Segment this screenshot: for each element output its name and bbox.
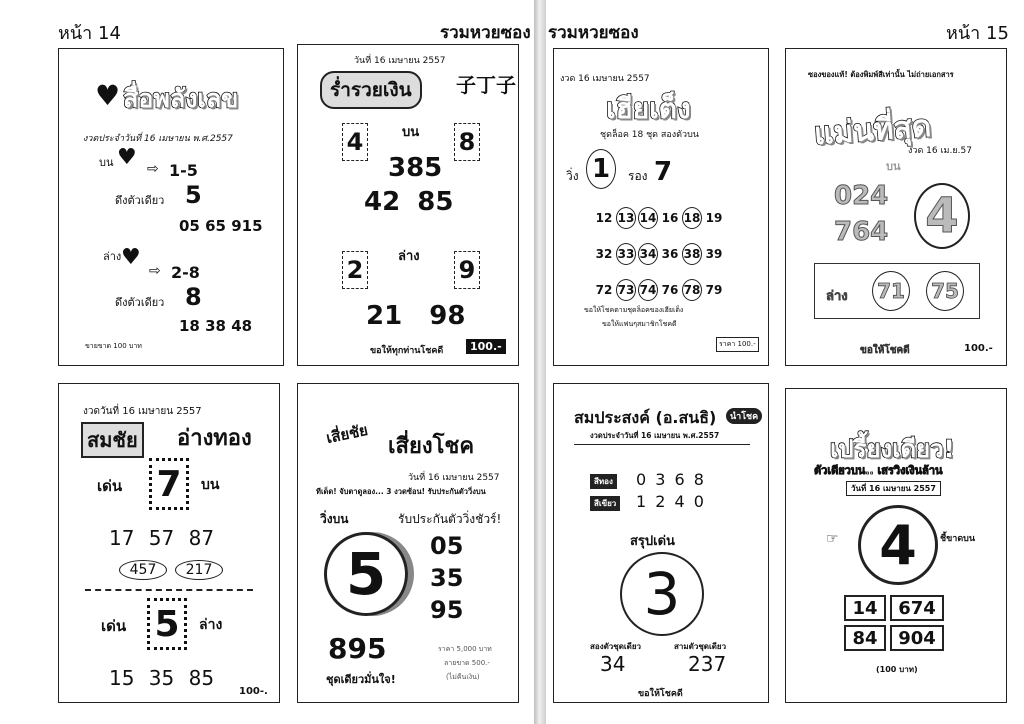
card-title: เปรี้ยงเดียว!: [830, 435, 955, 463]
bottom-number-2: 75: [926, 271, 964, 311]
numbers-row-3: 21 98: [366, 301, 466, 331]
top-label: บน: [99, 156, 114, 169]
grid-number: 16: [661, 211, 679, 225]
number-14: 14: [844, 595, 886, 621]
big-run-digit: 5: [324, 532, 408, 616]
title-siang-chok: เสี่ยงโชค: [388, 434, 475, 459]
three-digit-1: 457: [119, 560, 167, 580]
pointing-hand-icon: ☞: [826, 531, 839, 547]
bottom-label: ล่าง: [398, 249, 420, 264]
gold-label: สีทอง: [590, 474, 617, 489]
draw-date: วันที่ 16 เมษายน 2557: [846, 481, 941, 496]
confident-text: ชุดเดียวมั่นใจ!: [326, 673, 396, 686]
number-05: 05: [430, 532, 464, 560]
draw-date: งวดวันที่ 16 เมษายน 2557: [83, 406, 202, 417]
top-left-digit: 4: [342, 123, 368, 161]
cupid-icon: ♥: [95, 79, 121, 112]
three-digit-number: 237: [688, 652, 727, 676]
grid-number: 76: [661, 283, 679, 297]
hot-label: เด่น: [101, 617, 127, 635]
circled-number: 38: [682, 243, 702, 265]
number-674: 674: [890, 595, 944, 621]
divider: [574, 444, 750, 445]
title-somchai: สมชัย: [81, 422, 144, 458]
big-top-digit: 4: [858, 505, 938, 585]
bottom-label: ล่าง: [103, 250, 122, 263]
three-digit-label: สามตัวชุดเดียว: [674, 642, 727, 651]
title-sia-chai: เสี่ยชัย: [324, 420, 370, 448]
price: 100.-: [964, 343, 993, 354]
circled-number: 74: [638, 279, 658, 301]
circled-number: 18: [682, 207, 702, 229]
circled-number: 73: [616, 279, 636, 301]
numbers-row-2: 42 85: [364, 187, 454, 217]
number-95: 95: [430, 596, 464, 624]
second-number: 7: [654, 157, 673, 187]
draw-date: งวดประจำวันที่ 16 เมษายน พ.ศ.2557: [83, 134, 233, 144]
card-somchai-angthong: [58, 383, 280, 703]
cupid-icon: ♥: [117, 145, 137, 170]
cupid-icon: ♥: [121, 245, 141, 270]
draw-date: งวด 16 เม.ย.57: [908, 146, 972, 156]
note-2: ขอให้แฟนๆสมาชิกโชคดี: [602, 320, 677, 328]
top-right-digit: 8: [454, 123, 480, 161]
top-note: ซองของแท้! ต้องพิมพ์สีเท่านั้น ไม่ถ่ายเอกสาร: [808, 70, 954, 79]
second-label: รอง: [628, 169, 648, 183]
big-digit: 4: [914, 183, 970, 249]
top-label: บน: [886, 160, 901, 173]
left-page-number: หน้า 14: [58, 23, 121, 44]
card-title: แม่นที่สุด: [812, 108, 933, 153]
top-numbers: 05 65 915: [179, 217, 263, 235]
draw-date: วันที่ 16 เมษายน 2557: [408, 473, 500, 483]
bottom-number-1: 71: [872, 271, 910, 311]
card-sia-chai-siang-chok: [297, 383, 519, 703]
price-badge: 100.-: [466, 339, 506, 354]
grid-number: 32: [595, 247, 613, 261]
bottom-label: ล่าง: [826, 289, 848, 304]
card-subtitle: ชุดล็อค 18 ชุด สองตัวบน: [600, 130, 699, 140]
grid-number: 39: [705, 247, 723, 261]
number-35: 35: [430, 564, 464, 592]
card-somprasong: [553, 383, 769, 703]
bottom-big-digit: 5: [147, 598, 187, 650]
price-2: ลายขาด 500.-: [444, 659, 490, 667]
number-024: 024: [834, 181, 889, 211]
card-title: ร่ำรวยเงิน: [320, 71, 422, 109]
decisive-label: ชี้ขาดบน: [940, 534, 976, 544]
lucky-badge: นำโชค: [726, 408, 762, 424]
card-title: สื่อพลังเลข: [123, 84, 239, 113]
green-label: สีเขียว: [590, 496, 620, 511]
number-764: 764: [834, 217, 889, 247]
circled-number: 33: [616, 243, 636, 265]
bottom-left-digit: 2: [342, 251, 368, 289]
circled-number: 34: [638, 243, 658, 265]
big-summary-digit: 3: [620, 552, 704, 636]
price: ราคา 100.-: [716, 337, 759, 352]
draw-date: งวด 16 เมษายน 2557: [560, 74, 650, 84]
draw-date: วันที่ 16 เมษายน 2557: [354, 56, 446, 66]
summary-label: สรุปเด่น: [630, 534, 675, 549]
top-numbers: 17 57 87: [109, 526, 215, 550]
single-label: ดึงตัวเดียว: [115, 296, 165, 309]
price: 100-.: [239, 686, 268, 697]
draw-date: งวดประจำวันที่ 16 เมษายน พ.ศ.2557: [590, 431, 720, 440]
card-priang-diao: [785, 388, 1007, 703]
title-angthong: อ่างทอง: [177, 426, 252, 451]
top-pair: 1-5: [169, 161, 198, 180]
circled-number: 13: [616, 207, 636, 229]
grid-number: 12: [595, 211, 613, 225]
card-title: เฮียเต็ง: [606, 92, 691, 125]
tagline: ทีเด็ด! จับตาดูลอง... 3 งวดซ้อน! รับประกันตัววิ่งบน: [316, 487, 486, 496]
bottom-label: ล่าง: [199, 617, 223, 633]
circled-number: 78: [682, 279, 702, 301]
top-single: 5: [185, 181, 202, 209]
top-label: บน: [201, 477, 220, 493]
top-label: บน: [402, 125, 420, 140]
right-page-number: หน้า 15: [946, 23, 1009, 44]
gold-numbers: 0 3 6 8: [636, 470, 706, 489]
run-label: วิ่งบน: [320, 512, 349, 526]
grid-number: 79: [705, 283, 723, 297]
three-digit-2: 217: [175, 560, 223, 580]
bottom-numbers: 18 38 48: [179, 317, 253, 335]
green-numbers: 1 2 4 0: [636, 492, 706, 511]
bottom-pair: 2-8: [171, 263, 200, 282]
number-385: 385: [388, 153, 443, 183]
chinese-charm-icon: 子丁子: [456, 73, 516, 97]
right-section-title: รวมหวยซอง: [548, 23, 639, 43]
note-1: ขอให้โชคตามชุดล็อคของเฮียเต็ง: [584, 306, 684, 314]
run-label: วิ่ง: [566, 169, 579, 183]
wish-text: ขอให้ทุกท่านโชคดี: [370, 346, 444, 356]
hot-label: เด่น: [97, 477, 123, 495]
top-big-digit: 7: [149, 458, 189, 510]
grid-number: 19: [705, 211, 723, 225]
card-maen-thi-sut: [785, 48, 1007, 366]
card-hia-teng: [553, 48, 769, 366]
left-section-title: รวมหวยซอง: [440, 23, 531, 43]
divider: [85, 589, 253, 591]
arrow-icon: ⇨: [147, 161, 159, 177]
bottom-single: 8: [185, 283, 202, 311]
page-spine: [534, 0, 546, 724]
card-ruai-ngern: [297, 44, 519, 366]
price: (100 บาท): [876, 665, 918, 674]
grid-number: 72: [595, 283, 613, 297]
two-digit-number: 34: [600, 652, 626, 676]
run-number: 1: [586, 149, 616, 189]
wish-text: ขอให้โชคดี: [860, 345, 910, 356]
arrow-icon: ⇨: [149, 263, 161, 279]
price: ขายขาด 100 บาท: [85, 342, 142, 350]
grid-number: 36: [661, 247, 679, 261]
number-84: 84: [844, 625, 886, 651]
price-3: (ไม่คืนเงิน): [446, 673, 480, 681]
price-1: ราคา 5,000 บาท: [438, 645, 492, 653]
bottom-numbers: 15 35 85: [109, 666, 215, 690]
number-904: 904: [890, 625, 944, 651]
guarantee-text: รับประกันตัววิ่งชัวร์!: [398, 512, 502, 526]
single-label: ดึงตัวเดียว: [115, 194, 165, 207]
two-digit-label: สองตัวชุดเดียว: [590, 642, 642, 651]
circled-number: 14: [638, 207, 658, 229]
card-title: สมประสงค์ (อ.สนธิ): [574, 408, 717, 427]
wish-text: ขอให้โชคดี: [638, 689, 683, 699]
card-sue-palang-lek: [58, 48, 284, 366]
card-subtitle: ตัวเดียวบน.. เสรวิงเงินล้าน: [814, 464, 943, 477]
bottom-right-digit: 9: [454, 251, 480, 289]
number-895: 895: [328, 632, 387, 665]
